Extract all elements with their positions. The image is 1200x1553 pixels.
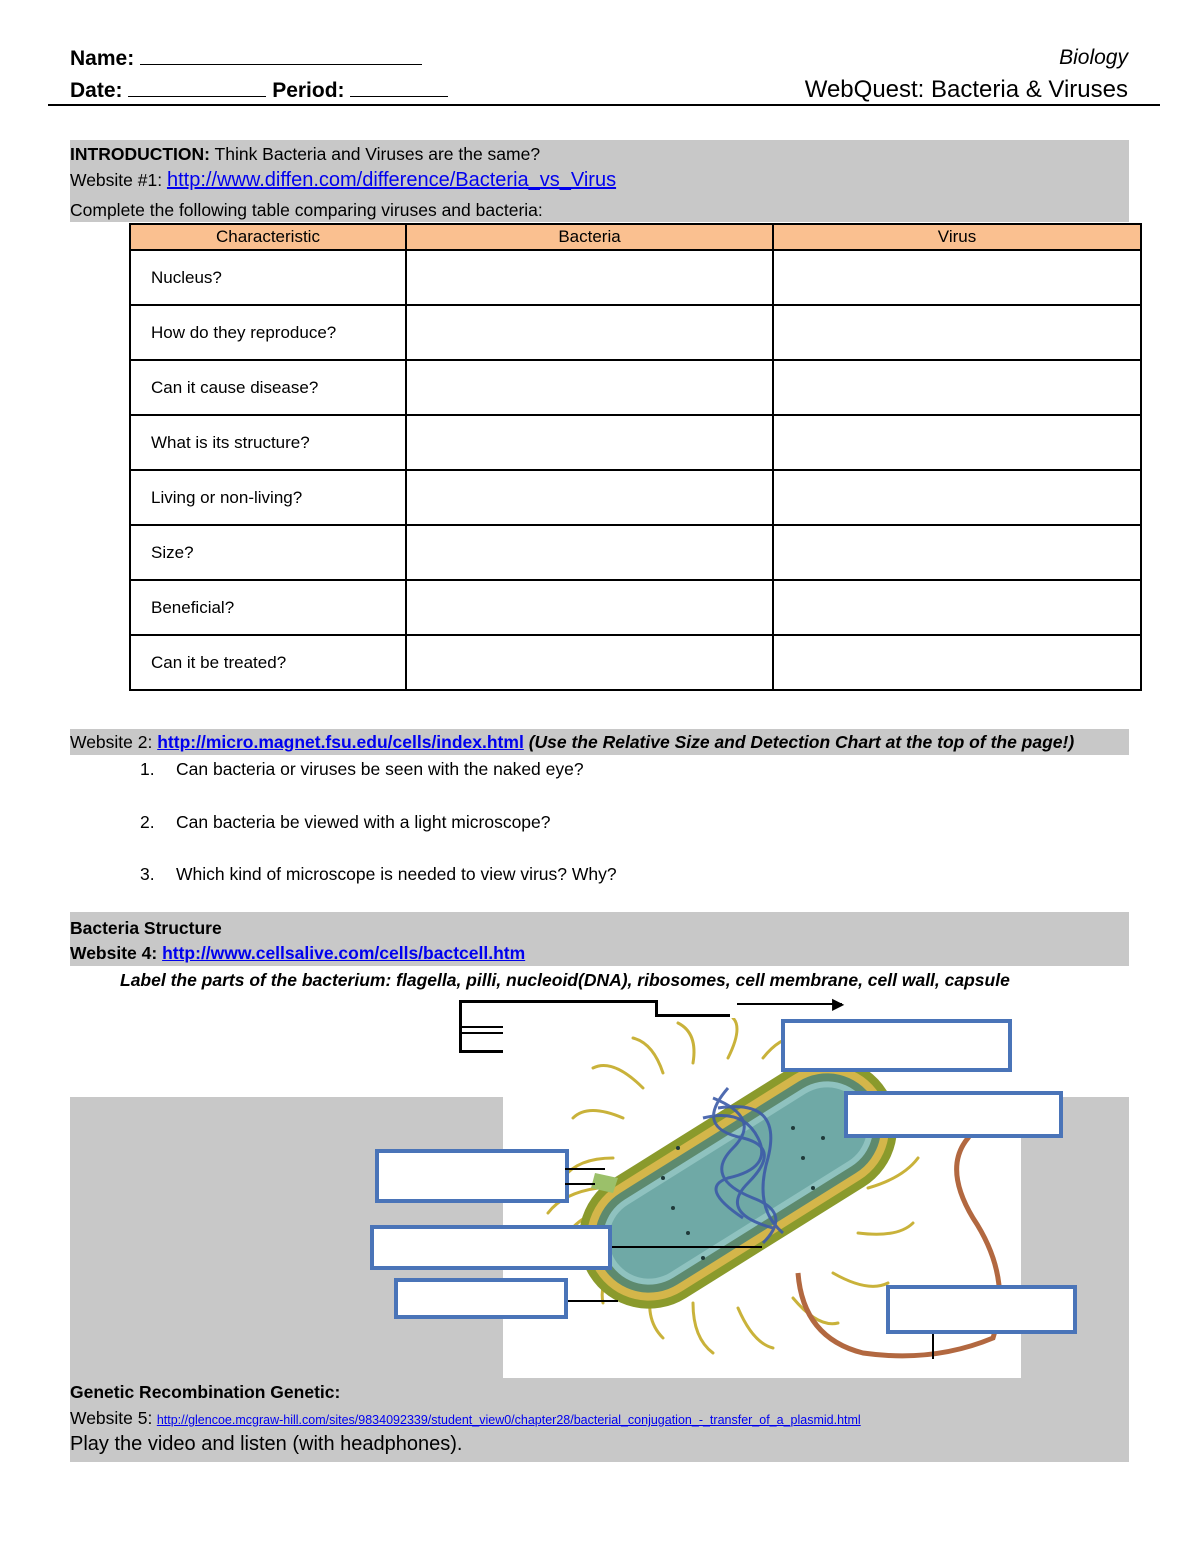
question-number: 1. xyxy=(140,759,155,779)
intro-instruction: Complete the following table comparing viruses and bacteria: xyxy=(70,200,543,220)
virus-answer-cell[interactable] xyxy=(773,635,1141,690)
website2-note: (Use the Relative Size and Detection Chart at the top of the page!) xyxy=(528,732,1075,752)
virus-answer-cell[interactable] xyxy=(773,250,1141,305)
bacteria-answer-cell[interactable] xyxy=(406,250,773,305)
bracket-line xyxy=(459,1050,503,1053)
label-box-ribosomes[interactable] xyxy=(394,1278,568,1319)
table-row xyxy=(130,635,1141,690)
header-bacteria: Bacteria xyxy=(406,224,773,250)
question-text: Which kind of microscope is needed to view virus? Why? xyxy=(176,864,617,884)
genetic-heading: Genetic Recombination Genetic: xyxy=(70,1382,341,1402)
table-row xyxy=(130,470,1141,525)
question-item xyxy=(140,864,617,885)
bacteria-answer-cell[interactable] xyxy=(406,470,773,525)
website1-line xyxy=(70,169,616,192)
period-label: Period: xyxy=(272,79,345,102)
virus-answer-cell[interactable] xyxy=(773,360,1141,415)
date-blank[interactable] xyxy=(128,78,266,97)
row-question: Beneficial? xyxy=(130,580,406,635)
leader-line xyxy=(932,1334,934,1359)
leader-line xyxy=(568,1300,618,1302)
bacteria-answer-cell[interactable] xyxy=(406,415,773,470)
intro-heading: INTRODUCTION: xyxy=(70,144,210,164)
table-header-row xyxy=(130,224,1141,250)
label-box-flagella[interactable] xyxy=(886,1285,1077,1334)
bacteria-answer-cell[interactable] xyxy=(406,360,773,415)
row-question: Living or non-living? xyxy=(130,470,406,525)
arrow-line xyxy=(737,1003,842,1005)
website5-line xyxy=(70,1408,861,1429)
structure-heading: Bacteria Structure xyxy=(70,918,222,938)
label-box-capsule[interactable] xyxy=(781,1019,1012,1072)
header-characteristic: Characteristic xyxy=(130,224,406,250)
question-number: 2. xyxy=(140,812,155,832)
table-row xyxy=(130,525,1141,580)
question-item xyxy=(140,759,584,780)
row-question: Can it cause disease? xyxy=(130,360,406,415)
website4-label: Website 4: xyxy=(70,943,158,963)
header-divider xyxy=(48,104,1160,106)
intro-question: Think Bacteria and Viruses are the same? xyxy=(214,144,541,164)
virus-answer-cell[interactable] xyxy=(773,525,1141,580)
arrow-head-icon: ▶ xyxy=(832,996,845,1013)
label-box-cell-wall[interactable] xyxy=(844,1091,1063,1138)
bracket-line xyxy=(655,1014,730,1017)
row-question: Size? xyxy=(130,525,406,580)
label-box-nucleoid[interactable] xyxy=(370,1225,612,1270)
bacteria-answer-cell[interactable] xyxy=(406,635,773,690)
website1-label: Website #1: xyxy=(70,170,163,190)
leader-line xyxy=(565,1183,595,1185)
comparison-table xyxy=(129,223,1142,691)
page-title: WebQuest: Bacteria & Viruses xyxy=(804,76,1128,103)
name-blank[interactable] xyxy=(140,46,422,65)
genetic-instruction: Play the video and listen (with headphones). xyxy=(70,1433,463,1455)
bracket-line xyxy=(461,1026,503,1028)
table-row xyxy=(130,250,1141,305)
row-question: Nucleus? xyxy=(130,250,406,305)
website5-label: Website 5: xyxy=(70,1408,153,1428)
virus-answer-cell[interactable] xyxy=(773,305,1141,360)
bacteria-answer-cell[interactable] xyxy=(406,525,773,580)
question-item xyxy=(140,812,551,833)
table-row xyxy=(130,580,1141,635)
bacteria-answer-cell[interactable] xyxy=(406,305,773,360)
virus-answer-cell[interactable] xyxy=(773,415,1141,470)
website1-link[interactable]: http://www.diffen.com/difference/Bacteria_vs_Virus xyxy=(166,169,617,191)
virus-answer-cell[interactable] xyxy=(773,580,1141,635)
intro-line xyxy=(70,144,540,165)
date-period-fields[interactable] xyxy=(70,78,448,103)
website2-label: Website 2: xyxy=(70,732,153,752)
structure-instruction: Label the parts of the bacterium: flagella, pilli, nucleoid(DNA), ribosomes, cell membrane, cell wall, capsule xyxy=(120,970,1010,990)
name-label: Name: xyxy=(70,47,135,70)
question-text: Can bacteria be viewed with a light microscope? xyxy=(176,812,551,832)
website4-link[interactable]: http://www.cellsalive.com/cells/bactcell.htm xyxy=(162,943,526,963)
table-row xyxy=(130,360,1141,415)
leader-line xyxy=(565,1168,605,1170)
website4-line xyxy=(70,943,525,964)
bracket-line xyxy=(461,1032,503,1034)
subject-label: Biology xyxy=(1059,46,1128,69)
website5-link[interactable]: http://glencoe.mcgraw-hill.com/sites/9834092339/student_view0/chapter28/bacterial_conjugation_-_transfer_of_a_plasmid.html xyxy=(156,1413,861,1427)
name-field[interactable] xyxy=(70,46,422,71)
bracket-line xyxy=(459,1000,655,1003)
table-row xyxy=(130,305,1141,360)
row-question: What is its structure? xyxy=(130,415,406,470)
header-virus: Virus xyxy=(773,224,1141,250)
period-blank[interactable] xyxy=(350,78,448,97)
leader-line xyxy=(612,1246,762,1248)
website2-line xyxy=(70,732,1074,753)
row-question: Can it be treated? xyxy=(130,635,406,690)
website2-link[interactable]: http://micro.magnet.fsu.edu/cells/index.html xyxy=(157,732,524,752)
label-box-cell-membrane[interactable] xyxy=(375,1149,569,1203)
virus-answer-cell[interactable] xyxy=(773,470,1141,525)
question-number: 3. xyxy=(140,864,155,884)
table-row xyxy=(130,415,1141,470)
row-question: How do they reproduce? xyxy=(130,305,406,360)
date-label: Date: xyxy=(70,79,123,102)
question-text: Can bacteria or viruses be seen with the naked eye? xyxy=(176,759,584,779)
bacteria-answer-cell[interactable] xyxy=(406,580,773,635)
